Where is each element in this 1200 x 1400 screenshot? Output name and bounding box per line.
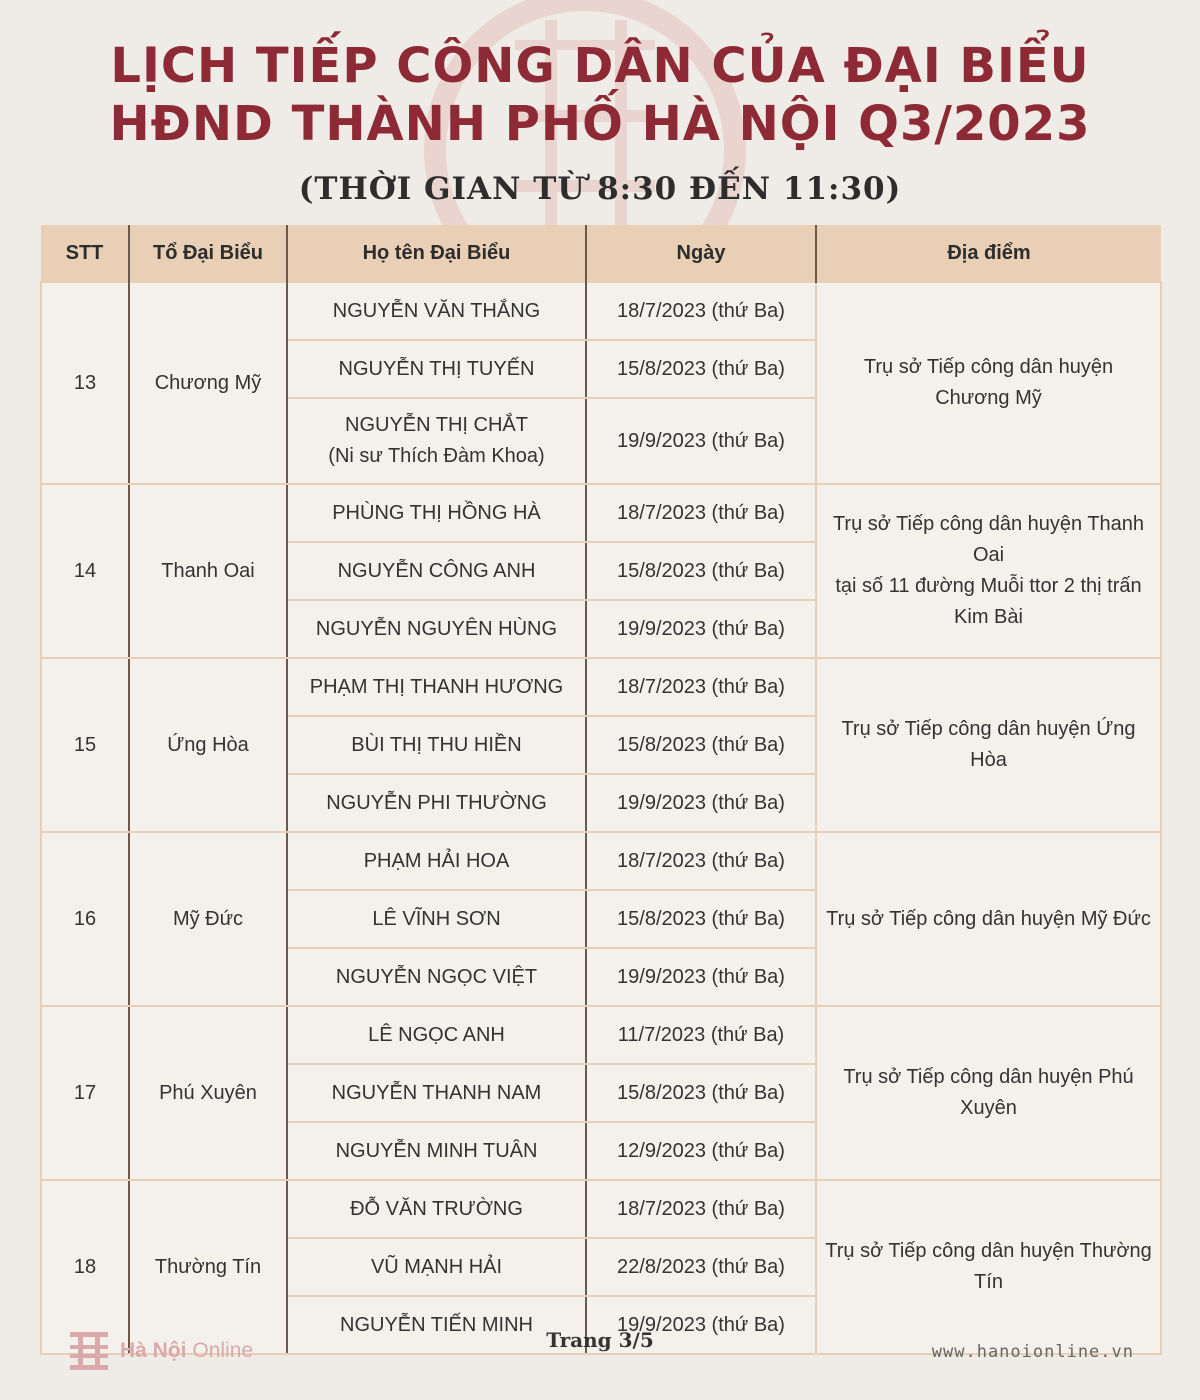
stt-cell: 17 xyxy=(41,1006,129,1180)
group-cell: Chương Mỹ xyxy=(129,282,287,484)
header-stt: STT xyxy=(41,225,129,282)
delegate-name-cell xyxy=(287,658,586,716)
stt-cell: 18 xyxy=(41,1180,129,1354)
delegate-name-cell xyxy=(287,832,586,890)
date-cell: 15/8/2023 (thứ Ba) xyxy=(586,716,816,774)
date-cell: 12/9/2023 (thứ Ba) xyxy=(586,1122,816,1180)
delegate-name-cell xyxy=(287,484,586,542)
location-text: Trụ sở Tiếp công dân huyện Thường Tín xyxy=(825,1240,1152,1293)
table-row xyxy=(41,282,1161,340)
location-text: Trụ sở Tiếp công dân huyện Ứng Hòa xyxy=(841,718,1136,771)
delegate-name: NGUYỄN PHI THƯỜNG xyxy=(326,791,547,814)
location-cell xyxy=(816,282,1161,484)
schedule-table xyxy=(40,225,1162,1355)
delegate-name: NGUYỄN MINH TUÂN xyxy=(335,1139,538,1162)
group-cell: Ứng Hòa xyxy=(129,658,287,832)
delegate-name-cell xyxy=(287,600,586,658)
date-cell: 11/7/2023 (thứ Ba) xyxy=(586,1006,816,1064)
delegate-name: NGUYỄN VĂN THẮNG xyxy=(332,299,541,322)
delegate-name: NGUYỄN THỊ CHẮT xyxy=(345,414,528,436)
table-row xyxy=(41,832,1161,890)
delegate-name: NGUYỄN TIẾN MINH xyxy=(340,1313,533,1336)
brand-name-light: Online xyxy=(192,1339,254,1362)
date-cell: 18/7/2023 (thứ Ba) xyxy=(586,484,816,542)
location-text: Trụ sở Tiếp công dân huyện Mỹ Đức xyxy=(826,907,1151,930)
delegate-name-cell xyxy=(287,716,586,774)
delegate-name-cell xyxy=(287,948,586,1006)
table-header-row xyxy=(41,225,1161,282)
group-cell: Thường Tín xyxy=(129,1180,287,1354)
table-row xyxy=(41,484,1161,542)
delegate-name: LÊ NGỌC ANH xyxy=(368,1023,505,1046)
date-cell: 22/8/2023 (thứ Ba) xyxy=(586,1238,816,1296)
delegate-name: PHẠM HẢI HOA xyxy=(363,849,510,872)
date-cell: 15/8/2023 (thứ Ba) xyxy=(586,542,816,600)
delegate-name: PHẠM THỊ THANH HƯƠNG xyxy=(309,675,564,698)
website-url: www.hanoionline.vn xyxy=(931,1342,1134,1362)
page-subtitle: (THỜI GIAN TỪ 8:30 ĐẾN 11:30) xyxy=(298,171,902,207)
delegate-name: LÊ VĨNH SƠN xyxy=(372,907,501,930)
location-cell xyxy=(816,658,1161,832)
date-cell: 18/7/2023 (thứ Ba) xyxy=(586,832,816,890)
delegate-name-cell xyxy=(287,1006,586,1064)
delegate-name-cell xyxy=(287,774,586,832)
delegate-name-cell xyxy=(287,1064,586,1122)
stt-cell: 15 xyxy=(41,658,129,832)
delegate-name-cell xyxy=(287,340,586,398)
date-cell: 19/9/2023 (thứ Ba) xyxy=(586,774,816,832)
page-title-line1: LỊCH TIẾP CÔNG DÂN CỦA ĐẠI BIỂU xyxy=(110,38,1090,94)
delegate-name: NGUYỄN NGUYÊN HÙNG xyxy=(315,617,558,640)
delegate-name: NGUYỄN THANH NAM xyxy=(331,1081,542,1104)
delegate-name: PHÙNG THỊ HỒNG HÀ xyxy=(332,501,541,524)
location-cell xyxy=(816,832,1161,1006)
brand-name-bold: Hà Nội xyxy=(120,1339,187,1362)
group-cell: Mỹ Đức xyxy=(129,832,287,1006)
table-row xyxy=(41,658,1161,716)
stt-cell: 16 xyxy=(41,832,129,1006)
delegate-name: NGUYỄN CÔNG ANH xyxy=(337,559,536,582)
delegate-name-cell xyxy=(287,282,586,340)
date-cell: 18/7/2023 (thứ Ba) xyxy=(586,282,816,340)
location-text: Trụ sở Tiếp công dân huyện Phú Xuyên xyxy=(843,1066,1134,1119)
delegate-name-cell xyxy=(287,1238,586,1296)
header-name: Họ tên Đại Biểu xyxy=(287,225,586,282)
stt-cell: 14 xyxy=(41,484,129,658)
location-text: Trụ sở Tiếp công dân huyện Thanh Oai xyxy=(832,513,1145,566)
delegate-name-note: (Ni sư Thích Đàm Khoa) xyxy=(328,445,545,467)
date-cell: 19/9/2023 (thứ Ba) xyxy=(586,398,816,484)
delegate-name: ĐỖ VĂN TRƯỜNG xyxy=(350,1197,523,1220)
date-cell: 19/9/2023 (thứ Ba) xyxy=(586,600,816,658)
location-note: tại số 11 đường Muỗi ttor 2 thị trấn Kim Bài xyxy=(835,575,1142,628)
delegate-name-cell xyxy=(287,398,586,484)
delegate-name-cell xyxy=(287,1180,586,1238)
delegate-name: NGUYỄN THỊ TUYẾN xyxy=(338,357,535,380)
delegate-name: BÙI THỊ THU HIỀN xyxy=(351,733,522,756)
group-cell: Phú Xuyên xyxy=(129,1006,287,1180)
delegate-name-cell xyxy=(287,1122,586,1180)
header-group: Tổ Đại Biểu xyxy=(129,225,287,282)
location-cell xyxy=(816,1006,1161,1180)
location-cell xyxy=(816,484,1161,658)
page-number: Trang 3/5 xyxy=(546,1328,654,1352)
location-text: Trụ sở Tiếp công dân huyện Chương Mỹ xyxy=(863,356,1114,409)
group-cell: Thanh Oai xyxy=(129,484,287,658)
date-cell: 15/8/2023 (thứ Ba) xyxy=(586,340,816,398)
date-cell: 19/9/2023 (thứ Ba) xyxy=(586,948,816,1006)
date-cell: 15/8/2023 (thứ Ba) xyxy=(586,890,816,948)
delegate-name: VŨ MẠNH HẢI xyxy=(370,1255,503,1278)
date-cell: 19/9/2023 (thứ Ba) xyxy=(586,1296,816,1354)
header-date: Ngày xyxy=(586,225,816,282)
delegate-name: NGUYỄN NGỌC VIỆT xyxy=(335,965,538,988)
date-cell: 15/8/2023 (thứ Ba) xyxy=(586,1064,816,1122)
stt-cell: 13 xyxy=(41,282,129,484)
date-cell: 18/7/2023 (thứ Ba) xyxy=(586,1180,816,1238)
page-title-line2: HĐND THÀNH PHỐ HÀ NỘI Q3/2023 xyxy=(109,96,1091,152)
delegate-name-cell xyxy=(287,890,586,948)
header-location: Địa điểm xyxy=(816,225,1161,282)
table-row xyxy=(41,1006,1161,1064)
date-cell: 18/7/2023 (thứ Ba) xyxy=(586,658,816,716)
delegate-name-cell xyxy=(287,542,586,600)
table-row xyxy=(41,1180,1161,1238)
